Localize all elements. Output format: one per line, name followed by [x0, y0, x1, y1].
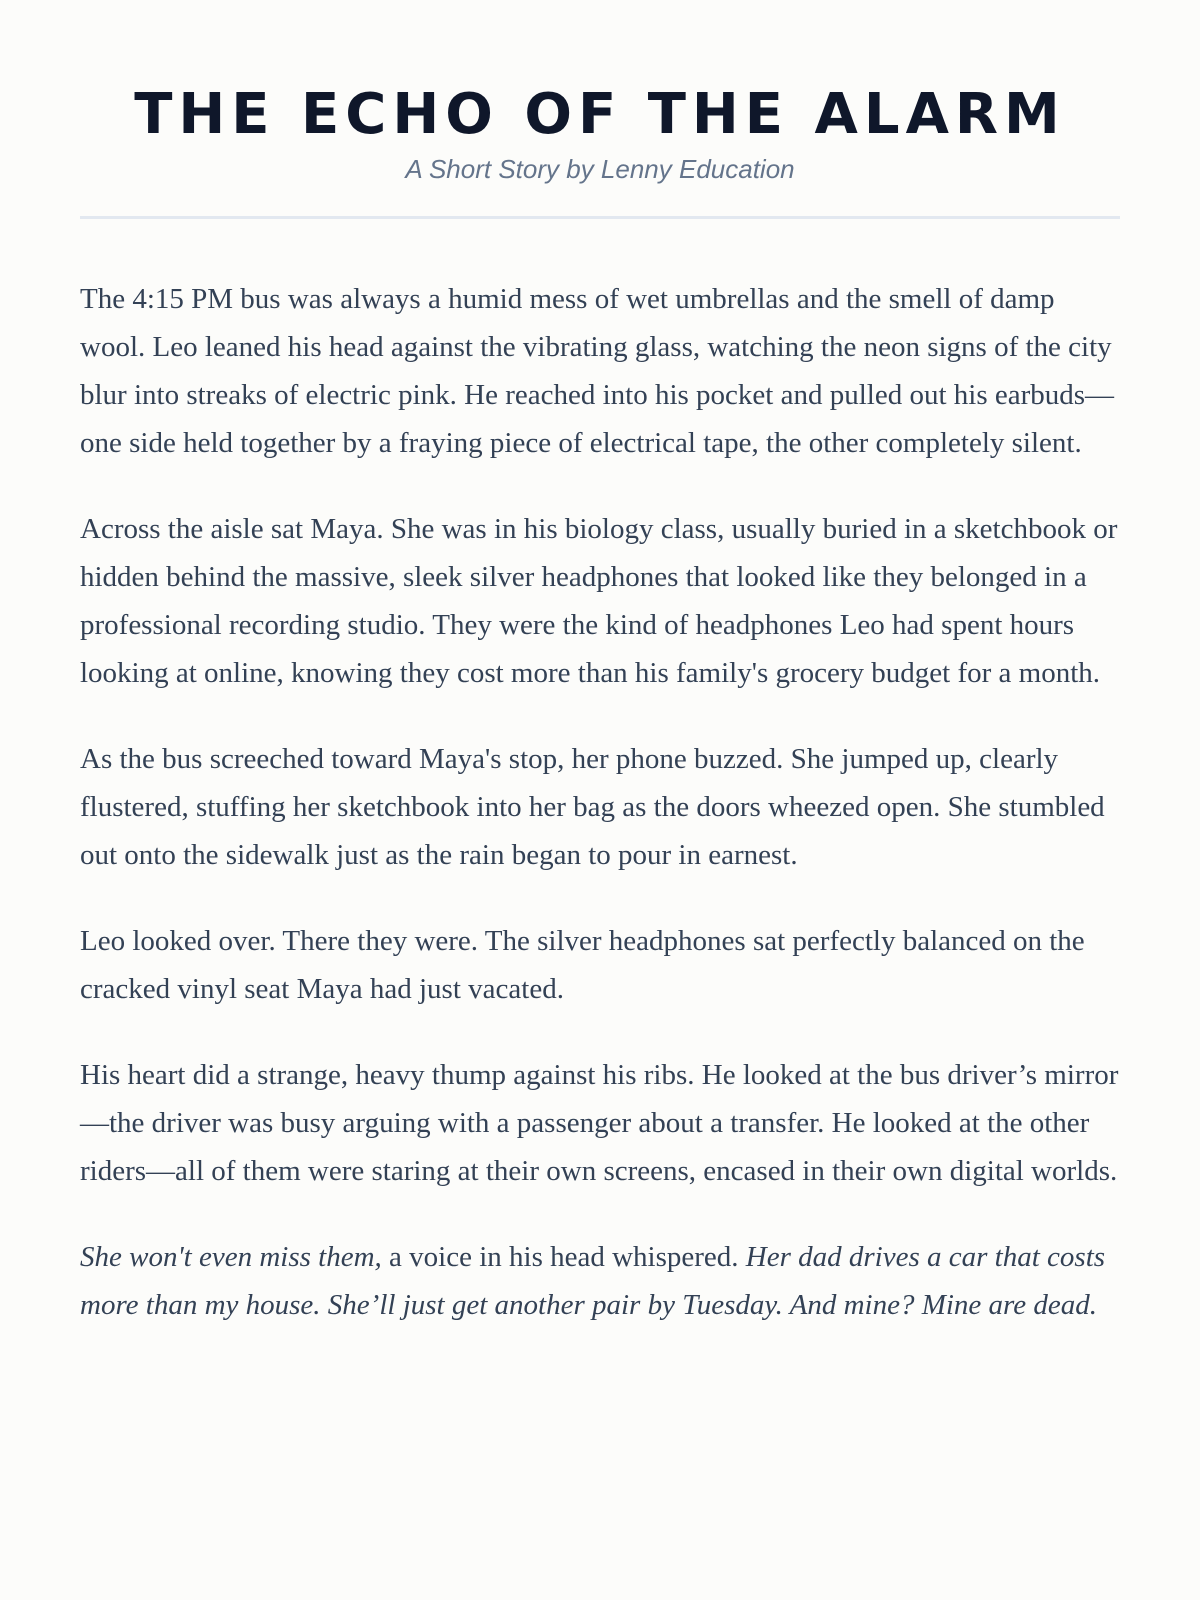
story-subtitle: A Short Story by Lenny Education: [405, 154, 795, 184]
story-paragraph-2: Across the aisle sat Maya. She was in his biology class, usually buried in a sketchbook or hidden behind the massive, sleek silver headphones that looked like they belonged in a professional recording studio. They were the kind of headphones Leo had spent hours looking at online, knowing they cost more than his family's grocery budget for a month.: [80, 513, 1118, 689]
story-paragraph-3: As the bus screeched toward Maya's stop, her phone buzzed. She jumped up, clearly flustered, stuffing her sketchbook into her bag as the doors wheezed open. She stumbled out onto the sidewalk just as the rain began to pour in earnest.: [80, 743, 1105, 871]
inner-thought-1: She won't even miss them,: [80, 1241, 382, 1273]
narration-text: a voice in his head whispered.: [381, 1241, 746, 1273]
story-header: [80, 80, 1120, 186]
story-paragraph-6: [80, 1233, 1120, 1329]
story-title: THE ECHO OF THE ALARM: [134, 82, 1066, 147]
story-body: [80, 275, 1120, 1329]
inner-thought-2: Her dad drives a car that costs more than my house. She’ll just get another pair by Tuesday. And mine? Mine are dead.: [80, 1241, 1106, 1321]
story-paragraph-4: Leo looked over. There they were. The silver headphones sat perfectly balanced on the cracked vinyl seat Maya had just vacated.: [80, 925, 1085, 1005]
header-divider: [80, 216, 1120, 219]
story-paragraph-5: His heart did a strange, heavy thump against his ribs. He looked at the bus driver’s mirror—the driver was busy arguing with a passenger about a transfer. He looked at the other riders—all of them were staring at their own screens, encased in their own digital worlds.: [80, 1059, 1119, 1187]
story-paragraph-1: The 4:15 PM bus was always a humid mess of wet umbrellas and the smell of damp wool. Leo leaned his head against the vibrating glass, watching the neon signs of the city blur into streaks of electric pink. He reached into his pocket and pulled out his earbuds—one side held together by a fraying piece of electrical tape, the other completely silent.: [80, 283, 1115, 459]
